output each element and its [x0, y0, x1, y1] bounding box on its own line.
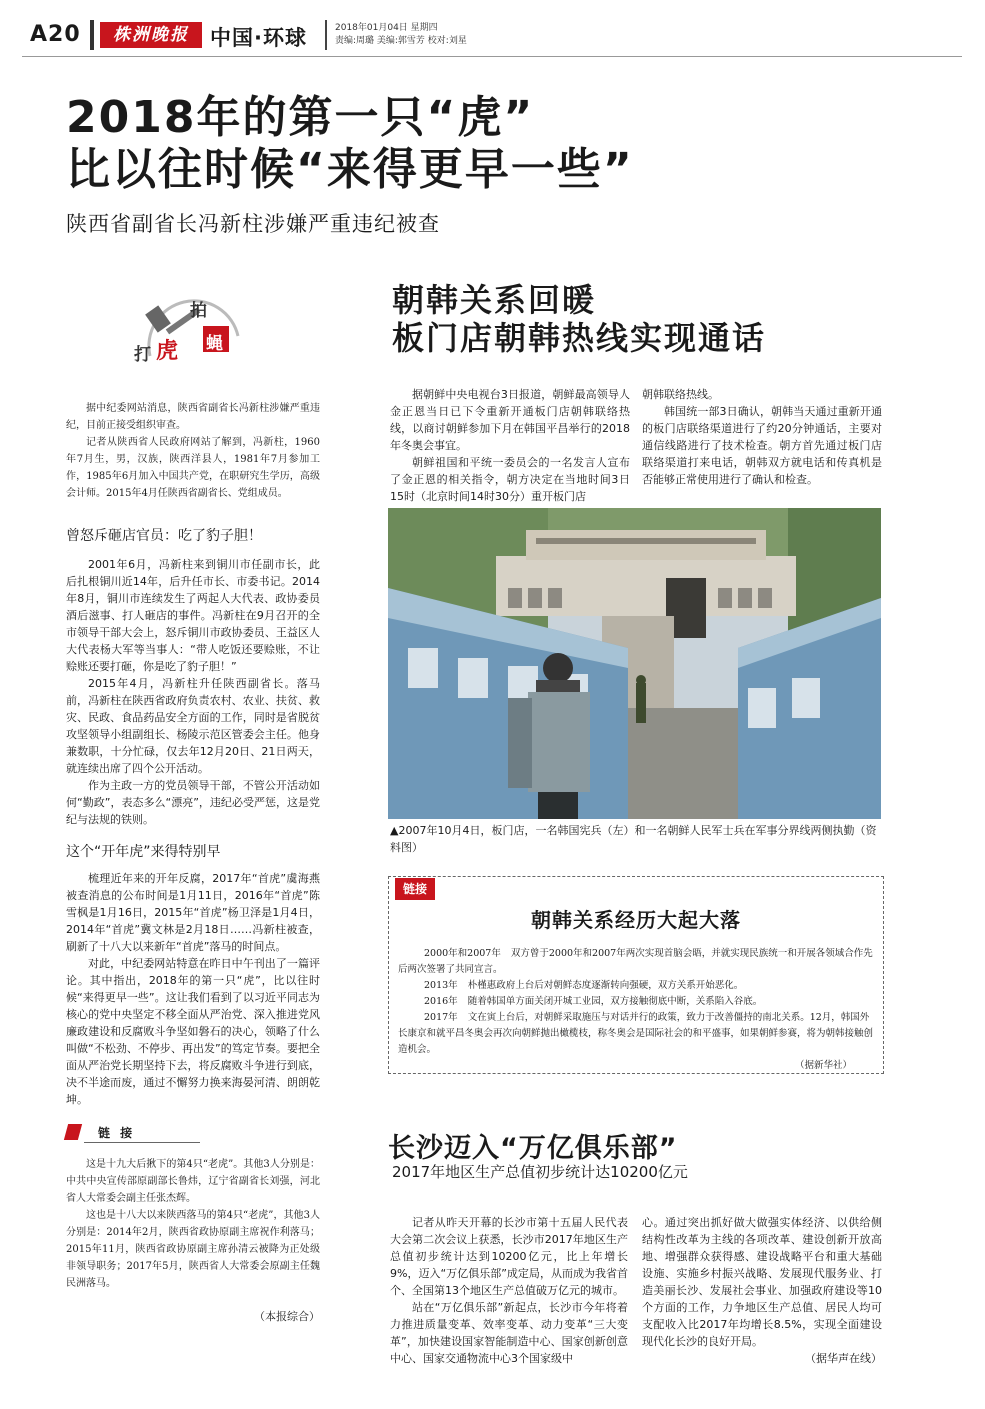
- story2-column-2: [642, 386, 882, 488]
- body-paragraph: 作为主政一方的党员领导干部，不管公开活动如何“勤政”，表态多么“漂亮”，违纪必受严惩，这是党纪与法规的铁则。: [66, 779, 320, 826]
- anti-corruption-logo: [128, 278, 246, 378]
- timeline-year: 2013年: [424, 980, 458, 991]
- link-arrow-icon: [64, 1124, 82, 1140]
- story2-headline-line-1: 朝韩关系回暖: [392, 281, 597, 319]
- story1-link-text: [66, 1156, 320, 1292]
- timeline-text: 朴槿惠政府上台后对朝鲜态度逐渐转向强硬，双方关系开始恶化。: [467, 980, 744, 991]
- headline-line-2: 比以往时候“来得更早一些”: [66, 144, 634, 195]
- section2-title: 这个“开年虎”来得特别早: [66, 844, 221, 860]
- section1-title: 曾怒斥砸店官员：吃了豹子胆！: [66, 528, 262, 544]
- photo-caption: ▲2007年10月4日，板门店，一名韩国宪兵（左）和一名朝鲜人民军士兵在军事分界线两侧执勤（资料图）: [390, 824, 877, 854]
- dateline: [335, 22, 467, 48]
- timeline-entry: [398, 946, 876, 978]
- timeline-year: 2016年: [424, 996, 458, 1007]
- issue-date: 2018年01月04日 星期四: [335, 23, 438, 33]
- intro-paragraph: 据中纪委网站消息，陕西省副省长冯新柱涉嫌严重违纪，目前正接受组织审查。: [66, 403, 320, 431]
- timeline-text: 双方曾于2000年和2007年两次实现首脑会晤，并就实现民族统一和开展各领域合作先后两次签署了共同宣言。: [398, 948, 873, 975]
- staff-credits: 责编:周璐 美编:郭雪芳 校对:刘星: [335, 36, 467, 46]
- link-label-text: 链 接: [98, 1126, 136, 1140]
- body-paragraph: 记者从昨天开幕的长沙市第十五届人民代表大会第二次会议上获悉，长沙市2017年地区生产总值初步统计达到10200亿元，比上年增长9%，迈入“万亿俱乐部”成定局，从而成为我省首个、全国第13个地区生产总值破万亿元的城市。: [390, 1216, 628, 1297]
- masthead-divider-2: [325, 20, 327, 50]
- timeline-entry: [398, 978, 876, 994]
- story3-headline: 长沙迈入“万亿俱乐部”: [388, 1133, 678, 1164]
- newspaper-logo: 株洲晚报: [100, 22, 202, 48]
- body-paragraph: 2015年4月，冯新柱升任陕西副省长。落马前，冯新柱在陕西省政府负责农村、农业、扶贫、救灾、民政、食品药品安全方面的工作，同时是省脱贫攻坚领导小组副组长、杨陵示范区管委会主任。他身兼数职，十分忙碌，仅去年12月20日、21日两天，就连续出席了四个公开活动。: [66, 677, 320, 775]
- section-title: 中国·环球: [210, 26, 307, 50]
- story3-credit: （据华声在线）: [805, 1352, 882, 1365]
- body-paragraph: 朝韩联络热线。: [642, 388, 719, 401]
- timeline-title: 朝韩关系经历大起大落: [531, 908, 741, 932]
- story3-subheadline: 2017年地区生产总值初步统计达10200亿元: [392, 1163, 688, 1181]
- timeline-text: 文在寅上台后，对朝鲜采取施压与对话并行的政策，致力于改善僵持的南北关系。12月，韩国外长康京和就平昌冬奥会再次向朝鲜抛出橄榄枝，称冬奥会是国际社会的和平盛事，如果朝鲜参赛，将为朝韩接触创造机会。: [398, 1012, 874, 1055]
- panmunjom-photo: [388, 508, 881, 819]
- masthead-rule: [22, 56, 962, 57]
- story3-column-1: [390, 1214, 628, 1367]
- body-paragraph: 韩国统一部3日确认，朝韩当天通过重新开通的板门店联络渠道进行了约20分钟通话，主要对通信线路进行了技术检查。朝方首先通过板门店联络渠道打来电话，朝韩双方就电话和传真机是否能够正常使用进行了确认和检查。: [642, 405, 882, 486]
- timeline-credit: （据新华社）: [794, 1060, 852, 1071]
- story3-column-2: [642, 1214, 882, 1367]
- timeline-entries: [398, 946, 876, 1074]
- link-paragraph: 这也是十八大以来陕西落马的第4只“老虎”，其他3人分别是：2014年2月，陕西省政协原副主席祝作利落马；2015年11月，陕西省政协原副主席孙清云被降为正处级非领导职务；2017年5月，陕西省人大常委会原副主任魏民洲落马。: [66, 1210, 320, 1289]
- timeline-entry: [398, 1010, 876, 1058]
- body-paragraph: 心。通过突出抓好做大做强实体经济、以供给侧结构性改革为主线的各项改革、建设创新开放高地、增强群众获得感、建设战略平台和重大基础设施、实施乡村振兴战略、发展现代服务业、打造美丽长沙、发展社会事业、加强政府建设等10个方面的工作，力争地区生产总值、居民人均可支配收入比2017年均增长8.5%，实现全面建设现代化长沙的良好开局。: [642, 1216, 882, 1348]
- link-label: [60, 1122, 150, 1144]
- body-paragraph: 朝鲜祖国和平统一委员会的一名发言人宣布了金正恩的相关指令，朝方决定在当地时间3日15时（北京时间14时30分）重开板门店: [390, 456, 630, 503]
- logo-char-pai: 拍: [190, 301, 207, 321]
- logo-char-da: 打: [134, 345, 151, 365]
- story1-credit: （本报综合）: [254, 1310, 320, 1323]
- story1-intro: [66, 400, 320, 502]
- story1-section2: [66, 870, 320, 1108]
- story2-column-1: [390, 386, 630, 505]
- timeline-entry: [398, 994, 876, 1010]
- link-paragraph: 这是十九大后揪下的第4只“老虎”。其他3人分别是：中共中央宣传部原副部长鲁炜，辽宁省副省长刘强，河北省人大常委会副主任张杰辉。: [66, 1159, 320, 1204]
- link-rule: [84, 1142, 200, 1143]
- timeline-tab: 链接: [395, 878, 435, 900]
- story1-section1: [66, 556, 320, 828]
- body-paragraph: 梳理近年来的开年反腐，2017年“首虎”虞海燕被查消息的公布时间是1月11日，2016年“首虎”陈雪枫是1月16日，2015年“首虎”杨卫泽是1月4日，2014年“首虎”冀文林是2月18日……冯新柱被查，刷新了十八大以来新年“首虎”落马的时间点。: [66, 872, 320, 953]
- story2-headline-line-2: 板门店朝韩热线实现通话: [392, 319, 767, 357]
- logo-char-hu: 虎: [156, 339, 179, 364]
- timeline-year: 2017年: [424, 1012, 458, 1023]
- logo-char-ying: 蝇: [206, 334, 223, 354]
- subheadline: 陕西省副省长冯新柱涉嫌严重违纪被查: [66, 212, 440, 236]
- body-paragraph: 对此，中纪委网站特意在昨日中午刊出了一篇评论。其中指出，2018年的第一只“虎”，比以往时候“来得更早一些”。这让我们看到了以习近平同志为核心的党中央坚定不移全面从严治党、深入推进党风廉政建设和反腐败斗争坚如磐石的决心，领略了什么叫做“不松劲、不停步、再出发”的笃定节奏。要把全面从严治党长期坚持下去，将反腐败斗争进行到底，决不半途而废，通过不懈努力换来海晏河清、朗朗乾坤。: [66, 957, 320, 1106]
- masthead-divider: [90, 20, 94, 50]
- headline-line-1: 2018年的第一只“虎”: [66, 92, 535, 143]
- body-paragraph: 站在“万亿俱乐部”新起点，长沙市今年将着力推进质量变革、效率变革、动力变革“三大变革”，加快建设国家智能制造中心、国家创新创意中心、国家交通物流中心3个国家级中: [390, 1301, 628, 1365]
- timeline-year: 2000年和2007年: [424, 948, 501, 959]
- timeline-text: 随着韩国单方面关闭开城工业园，双方接触彻底中断，关系陷入谷底。: [467, 996, 763, 1007]
- panmunjom-scene-illustration: [388, 508, 881, 819]
- page-number: A20: [30, 22, 81, 47]
- body-paragraph: 据朝鲜中央电视台3日报道，朝鲜最高领导人金正恩当日已下令重新开通板门店朝韩联络热线，以商讨朝鲜参加下月在韩国平昌举行的2018年冬奥会事宜。: [390, 388, 630, 452]
- body-paragraph: 2001年6月，冯新柱来到铜川市任副市长，此后扎根铜川近14年，后升任市长、市委书记。2014年8月，铜川市连续发生了两起人大代表、政协委员酒后滋事、打人砸店的事件。冯新柱在9月召开的全市领导干部大会上，怒斥铜川市政协委员、王益区人大代表杨大军等当事人：“带人吃饭还要赊账，不让赊账还要打砸，你是吃了豹子胆！”: [66, 558, 320, 673]
- intro-paragraph: 记者从陕西省人民政府网站了解到，冯新柱，1960年7月生，男，汉族，陕西洋县人，1981年7月参加工作，1985年6月加入中国共产党，在职研究生学历，高级会计师。2015年4月任陕西省副省长、党组成员。: [66, 437, 320, 499]
